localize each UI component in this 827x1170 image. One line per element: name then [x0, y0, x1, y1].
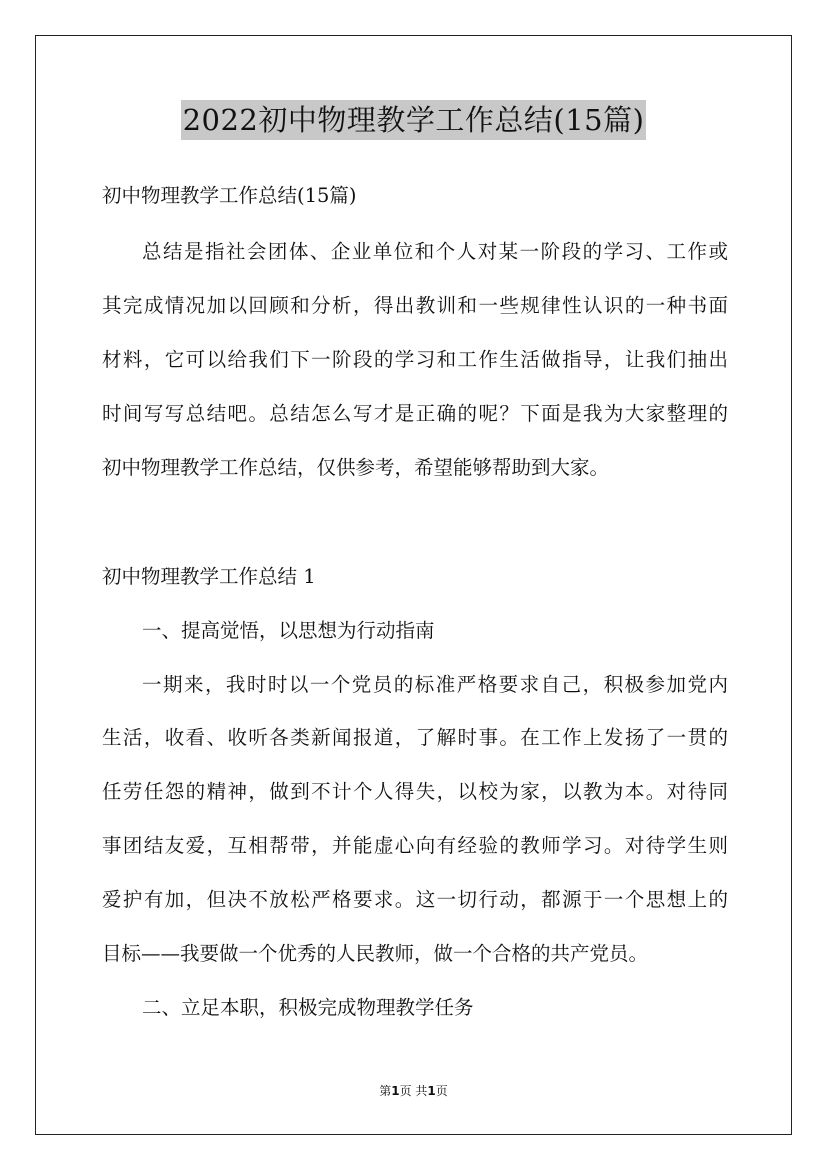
- point2-heading: 二、立足本职，积极完成物理教学任务: [142, 996, 474, 1019]
- point1-line-5: 爱护有加，但决不放松严格要求。这一切行动，都源于一个思想上的: [102, 888, 728, 911]
- intro-line-4: 时间写写总结吧。总结怎么写才是正确的呢？下面是我为大家整理的: [102, 402, 728, 425]
- point1-line-4: 事团结友爱，互相帮带，并能虚心向有经验的教师学习。对待学生则: [102, 834, 728, 857]
- point1-heading: 一、提高觉悟，以思想为行动指南: [142, 619, 435, 642]
- point1-line-1: 一期来，我时时以一个党员的标准严格要求自己，积极参加党内: [142, 673, 728, 696]
- document-title: 2022初中物理教学工作总结(15篇): [181, 100, 647, 140]
- footer-mid: 页 共: [399, 1084, 428, 1098]
- footer-prefix: 第: [379, 1084, 392, 1098]
- footer-page-current: 1: [391, 1084, 400, 1098]
- intro-line-3: 材料，它可以给我们下一阶段的学习和工作生活做指导，让我们抽出: [102, 348, 728, 371]
- footer-page-total: 1: [427, 1084, 436, 1098]
- intro-line-5: 初中物理教学工作总结，仅供参考，希望能够帮助到大家。: [102, 456, 610, 479]
- title-container: [0, 100, 827, 140]
- intro-line-2: 其完成情况加以回顾和分析，得出教训和一些规律性认识的一种书面: [102, 294, 728, 317]
- point1-line-3: 任劳任怨的精神，做到不计个人得失，以校为家，以教为本。对待同: [102, 780, 728, 803]
- intro-line-1: 总结是指社会团体、企业单位和个人对某一阶段的学习、工作或: [142, 240, 728, 263]
- document-subtitle: 初中物理教学工作总结(15篇): [102, 184, 357, 207]
- point1-line-6: 目标——我要做一个优秀的人民教师，做一个合格的共产党员。: [102, 942, 649, 965]
- page-footer: [0, 1082, 827, 1099]
- section-heading: 初中物理教学工作总结 1: [102, 565, 316, 588]
- point1-line-2: 生活，收看、收听各类新闻报道，了解时事。在工作上发扬了一贯的: [102, 726, 728, 749]
- footer-suffix: 页: [435, 1084, 448, 1098]
